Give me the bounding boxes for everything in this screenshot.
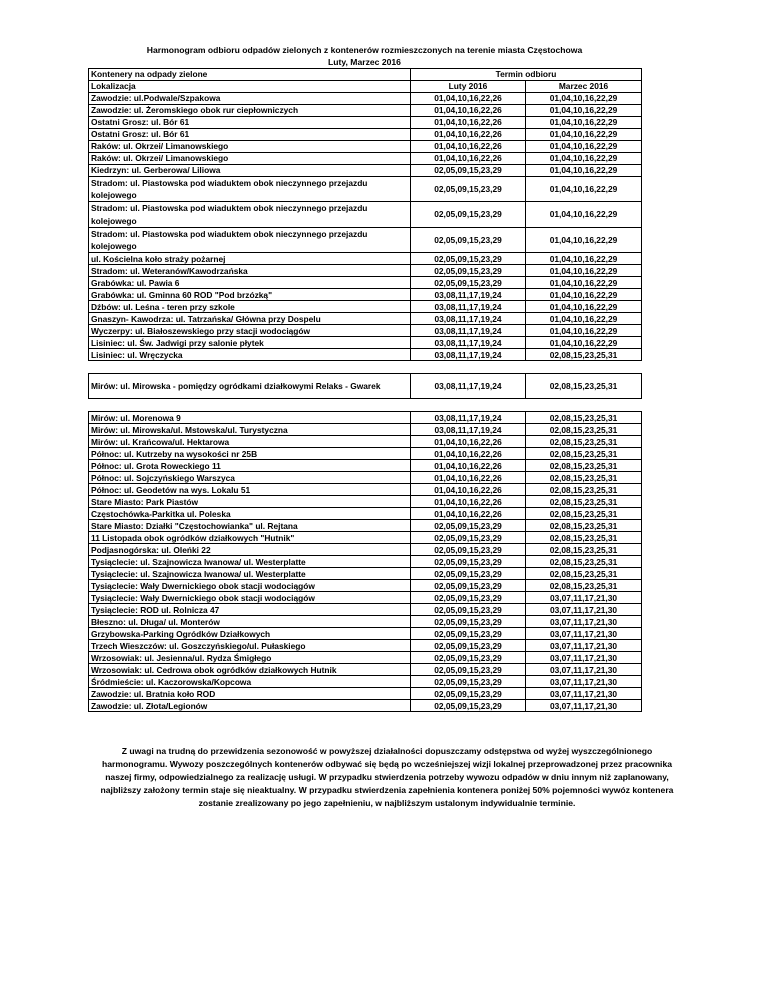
table-row: [89, 532, 642, 544]
feb-dates-cell: 02,05,09,15,23,29: [411, 544, 526, 556]
mar-dates-cell: 01,04,10,16,22,29: [526, 337, 642, 349]
table-row: [89, 592, 642, 604]
header-month-mar: Marzec 2016: [526, 81, 642, 93]
feb-dates-cell: 02,05,09,15,23,29: [411, 604, 526, 616]
spacer-row: [89, 361, 642, 374]
schedule-document: [88, 44, 641, 712]
table-row: [89, 448, 642, 460]
table-row: [89, 580, 642, 592]
mar-dates-cell: 02,08,15,23,25,31: [526, 520, 642, 532]
table-row: [89, 313, 642, 325]
location-cell: Tysiąclecie: ROD ul. Rolnicza 47: [89, 604, 411, 616]
table-row: [89, 325, 642, 337]
feb-dates-cell: 03,08,11,17,19,24: [411, 424, 526, 436]
location-cell: Trzech Wieszczów: ul. Goszczyńskiego/ul. Pułaskiego: [89, 640, 411, 652]
table-row: [89, 141, 642, 153]
location-cell: Północ: ul. Grota Roweckiego 11: [89, 460, 411, 472]
table-row: [89, 93, 642, 105]
location-cell: Ostatni Grosz: ul. Bór 61: [89, 129, 411, 141]
table-row: [89, 117, 642, 129]
feb-dates-cell: 01,04,10,16,22,26: [411, 460, 526, 472]
mar-dates-cell: 01,04,10,16,22,29: [526, 153, 642, 165]
table-row: [89, 700, 642, 712]
table-row: [89, 202, 642, 227]
mar-dates-cell: 01,04,10,16,22,29: [526, 265, 642, 277]
mar-dates-cell: 02,08,15,23,25,31: [526, 472, 642, 484]
table-row: [89, 227, 642, 252]
feb-dates-cell: 02,05,09,15,23,29: [411, 640, 526, 652]
table-row: [89, 165, 642, 177]
location-cell: Grzybowska-Parking Ogródków Działkowych: [89, 628, 411, 640]
feb-dates-cell: 02,05,09,15,23,29: [411, 202, 526, 227]
feb-dates-cell: 02,05,09,15,23,29: [411, 265, 526, 277]
feb-dates-cell: 01,04,10,16,22,26: [411, 117, 526, 129]
location-cell: Stare Miasto: Park Piastów: [89, 496, 411, 508]
table-row: [89, 556, 642, 568]
feb-dates-cell: 03,08,11,17,19,24: [411, 325, 526, 337]
mar-dates-cell: 01,04,10,16,22,29: [526, 117, 642, 129]
mar-dates-cell: 01,04,10,16,22,29: [526, 93, 642, 105]
mar-dates-cell: 03,07,11,17,21,30: [526, 664, 642, 676]
feb-dates-cell: 02,05,09,15,23,29: [411, 592, 526, 604]
mar-dates-cell: 02,08,15,23,25,31: [526, 532, 642, 544]
table-row: [89, 628, 642, 640]
table-row: [89, 349, 642, 361]
feb-dates-cell: 03,08,11,17,19,24: [411, 337, 526, 349]
table-row: [89, 568, 642, 580]
location-cell: Dźbów: ul. Leśna - teren przy szkole: [89, 301, 411, 313]
document-title: Harmonogram odbioru odpadów zielonych z kontenerów rozmieszczonych na terenie miasta Częstochowa: [146, 45, 583, 55]
feb-dates-cell: 01,04,10,16,22,26: [411, 93, 526, 105]
location-cell: Podjasnogórska: ul. Oleńki 22: [89, 544, 411, 556]
feb-dates-cell: 02,05,09,15,23,29: [411, 688, 526, 700]
mar-dates-cell: 03,07,11,17,21,30: [526, 700, 642, 712]
table-row: [89, 337, 642, 349]
mar-dates-cell: 01,04,10,16,22,29: [526, 165, 642, 177]
location-cell: Tysiąclecie: ul. Szajnowicza Iwanowa/ ul. Westerplatte: [89, 556, 411, 568]
mar-dates-cell: 02,08,15,23,25,31: [526, 436, 642, 448]
location-cell: Błeszno: ul. Długa/ ul. Monterów: [89, 616, 411, 628]
table-row: [89, 277, 642, 289]
document-subtitle: Luty, Marzec 2016: [328, 57, 401, 67]
table-row: [89, 508, 642, 520]
table-row: [89, 412, 642, 424]
mar-dates-cell: 01,04,10,16,22,29: [526, 129, 642, 141]
header-location: Lokalizacja: [89, 81, 411, 93]
header-row-1: [89, 69, 642, 81]
mar-dates-cell: 02,08,15,23,25,31: [526, 374, 642, 399]
table-row: [89, 676, 642, 688]
table-row: [89, 289, 642, 301]
location-cell: Raków: ul. Okrzei/ Limanowskiego: [89, 153, 411, 165]
mar-dates-cell: 01,04,10,16,22,29: [526, 227, 642, 252]
mar-dates-cell: 02,08,15,23,25,31: [526, 544, 642, 556]
mar-dates-cell: 03,07,11,17,21,30: [526, 640, 642, 652]
location-cell: Stradom: ul. Piastowska pod wiaduktem obok nieczynnego przejazdu kolejowego: [89, 227, 411, 252]
feb-dates-cell: 02,05,09,15,23,29: [411, 580, 526, 592]
mar-dates-cell: 01,04,10,16,22,29: [526, 289, 642, 301]
mar-dates-cell: 02,08,15,23,25,31: [526, 349, 642, 361]
spacer-cell: [89, 361, 642, 374]
location-cell: Kiedrzyn: ul. Gerberowa/ Liliowa: [89, 165, 411, 177]
location-cell: Zawodzie: ul.Podwale/Szpakowa: [89, 93, 411, 105]
feb-dates-cell: 01,04,10,16,22,26: [411, 153, 526, 165]
table-row: [89, 496, 642, 508]
location-cell: Północ: ul. Kutrzeby na wysokości nr 25B: [89, 448, 411, 460]
location-cell: Tysiąclecie: ul. Szajnowicza Iwanowa/ ul. Westerplatte: [89, 568, 411, 580]
feb-dates-cell: 02,05,09,15,23,29: [411, 568, 526, 580]
feb-dates-cell: 03,08,11,17,19,24: [411, 412, 526, 424]
feb-dates-cell: 02,05,09,15,23,29: [411, 165, 526, 177]
feb-dates-cell: 03,08,11,17,19,24: [411, 374, 526, 399]
feb-dates-cell: 02,05,09,15,23,29: [411, 700, 526, 712]
mar-dates-cell: 01,04,10,16,22,29: [526, 202, 642, 227]
location-cell: Raków: ul. Okrzei/ Limanowskiego: [89, 141, 411, 153]
location-cell: Wyczerpy: ul. Białoszewskiego przy stacji wodociągów: [89, 325, 411, 337]
location-cell: Częstochówka-Parkitka ul. Poleska: [89, 508, 411, 520]
location-cell: Śródmieście: ul. Kaczorowska/Kopcowa: [89, 676, 411, 688]
mar-dates-cell: 02,08,15,23,25,31: [526, 580, 642, 592]
feb-dates-cell: 01,04,10,16,22,26: [411, 436, 526, 448]
mar-dates-cell: 01,04,10,16,22,29: [526, 105, 642, 117]
table-row: [89, 652, 642, 664]
feb-dates-cell: 02,05,09,15,23,29: [411, 628, 526, 640]
location-cell: Ostatni Grosz: ul. Bór 61: [89, 117, 411, 129]
location-cell: Zawodzie: ul. Bratnia koło ROD: [89, 688, 411, 700]
table-row: [89, 484, 642, 496]
feb-dates-cell: 02,05,09,15,23,29: [411, 616, 526, 628]
mar-dates-cell: 03,07,11,17,21,30: [526, 652, 642, 664]
mar-dates-cell: 02,08,15,23,25,31: [526, 484, 642, 496]
location-cell: Stare Miasto: Działki "Częstochowianka" ul. Rejtana: [89, 520, 411, 532]
feb-dates-cell: 02,05,09,15,23,29: [411, 664, 526, 676]
feb-dates-cell: 01,04,10,16,22,26: [411, 129, 526, 141]
table-row: [89, 265, 642, 277]
feb-dates-cell: 03,08,11,17,19,24: [411, 349, 526, 361]
table-row: [89, 177, 642, 202]
mar-dates-cell: 02,08,15,23,25,31: [526, 496, 642, 508]
location-cell: Północ: ul. Sojczyńskiego Warszyca: [89, 472, 411, 484]
location-cell: Gnaszyn- Kawodrza: ul. Tatrzańska/ Główna przy Dospelu: [89, 313, 411, 325]
table-row: [89, 688, 642, 700]
location-cell: Stradom: ul. Piastowska pod wiaduktem obok nieczynnego przejazdu kolejowego: [89, 202, 411, 227]
table-row: [89, 640, 642, 652]
feb-dates-cell: 02,05,09,15,23,29: [411, 652, 526, 664]
mar-dates-cell: 01,04,10,16,22,29: [526, 325, 642, 337]
feb-dates-cell: 02,05,09,15,23,29: [411, 520, 526, 532]
mar-dates-cell: 01,04,10,16,22,29: [526, 313, 642, 325]
mar-dates-cell: 03,07,11,17,21,30: [526, 628, 642, 640]
mar-dates-cell: 02,08,15,23,25,31: [526, 568, 642, 580]
feb-dates-cell: 02,05,09,15,23,29: [411, 676, 526, 688]
mar-dates-cell: 01,04,10,16,22,29: [526, 141, 642, 153]
feb-dates-cell: 01,04,10,16,22,26: [411, 141, 526, 153]
mar-dates-cell: 03,07,11,17,21,30: [526, 604, 642, 616]
feb-dates-cell: 01,04,10,16,22,26: [411, 448, 526, 460]
feb-dates-cell: 02,05,09,15,23,29: [411, 177, 526, 202]
table-row: [89, 424, 642, 436]
location-cell: Stradom: ul. Piastowska pod wiaduktem obok nieczynnego przejazdu kolejowego: [89, 177, 411, 202]
mar-dates-cell: 01,04,10,16,22,29: [526, 301, 642, 313]
location-cell: Grabówka: ul. Pawia 6: [89, 277, 411, 289]
mar-dates-cell: 02,08,15,23,25,31: [526, 556, 642, 568]
location-cell: Tysiąclecie: Wały Dwernickiego obok stacji wodociągów: [89, 592, 411, 604]
feb-dates-cell: 01,04,10,16,22,26: [411, 496, 526, 508]
mar-dates-cell: 02,08,15,23,25,31: [526, 448, 642, 460]
table-row: [89, 436, 642, 448]
feb-dates-cell: 02,05,09,15,23,29: [411, 253, 526, 265]
table-row: [89, 253, 642, 265]
table-row: [89, 129, 642, 141]
table-row: [89, 153, 642, 165]
location-cell: Mirów: ul. Mirowska/ul. Mstowska/ul. Turystyczna: [89, 424, 411, 436]
location-cell: Północ: ul. Geodetów na wys. Lokalu 51: [89, 484, 411, 496]
location-cell: Mirów: ul. Krańcowa/ul. Hektarowa: [89, 436, 411, 448]
location-cell: Wrzosowiak: ul. Cedrowa obok ogródków działkowych Hutnik: [89, 664, 411, 676]
feb-dates-cell: 03,08,11,17,19,24: [411, 301, 526, 313]
mar-dates-cell: 01,04,10,16,22,29: [526, 177, 642, 202]
table-row: [89, 460, 642, 472]
feb-dates-cell: 02,05,09,15,23,29: [411, 532, 526, 544]
location-cell: Stradom: ul. Weteranów/Kawodrzańska: [89, 265, 411, 277]
location-cell: ul. Kościelna koło straży pożarnej: [89, 253, 411, 265]
table-row: [89, 374, 642, 399]
header-month-feb: Luty 2016: [411, 81, 526, 93]
spacer-cell: [89, 399, 642, 412]
table-row: [89, 616, 642, 628]
feb-dates-cell: 01,04,10,16,22,26: [411, 508, 526, 520]
location-cell: Tysiąclecie: Wały Dwernickiego obok stacji wodociągów: [89, 580, 411, 592]
feb-dates-cell: 02,05,09,15,23,29: [411, 227, 526, 252]
feb-dates-cell: 03,08,11,17,19,24: [411, 289, 526, 301]
mar-dates-cell: 02,08,15,23,25,31: [526, 508, 642, 520]
header-containers: Kontenery na odpady zielone: [89, 69, 411, 81]
table-row: [89, 520, 642, 532]
mar-dates-cell: 01,04,10,16,22,29: [526, 253, 642, 265]
location-cell: Mirów: ul. Morenowa 9: [89, 412, 411, 424]
schedule-table: [88, 68, 642, 712]
table-row: [89, 664, 642, 676]
mar-dates-cell: 03,07,11,17,21,30: [526, 688, 642, 700]
footnote: Z uwagi na trudną do przewidzenia sezonowość w powyższej działalności dopuszczamy odstępstwa od wyżej wyszczególnionego harmonogramu. Wywozy poszczególnych kontenerów odbywać się będą po wcześniejszej wizji lokalnej przeprowadzonej przez pracownika naszej firmy, odpowiedzialnego za realizację usługi. W przypadku stwierdzenia potrzeby wywozu odpadów w dniu innym niż zaplanowany, najbliższy założony termin staje się nieaktualny. W przypadku stwierdzenia zapełnienia kontenera poniżej 50% pojemności wywóz kontenera zostanie zrealizowany po jego zapełnieniu, w najbliższym ustalonym indywidualnie terminie.: [100, 746, 674, 808]
feb-dates-cell: 01,04,10,16,22,26: [411, 105, 526, 117]
spacer-row: [89, 399, 642, 412]
table-row: [89, 544, 642, 556]
mar-dates-cell: 01,04,10,16,22,29: [526, 277, 642, 289]
location-cell: Grabówka: ul. Gminna 60 ROD "Pod brzózką": [89, 289, 411, 301]
feb-dates-cell: 02,05,09,15,23,29: [411, 277, 526, 289]
location-cell: Lisiniec: ul. Wręczycka: [89, 349, 411, 361]
feb-dates-cell: 03,08,11,17,19,24: [411, 313, 526, 325]
location-cell: Zawodzie: ul. Żeromskiego obok rur ciepłowniczych: [89, 105, 411, 117]
location-cell: 11 Listopada obok ogródków działkowych "Hutnik": [89, 532, 411, 544]
mar-dates-cell: 02,08,15,23,25,31: [526, 424, 642, 436]
header-row-2: [89, 81, 642, 93]
feb-dates-cell: 01,04,10,16,22,26: [411, 472, 526, 484]
mar-dates-cell: 02,08,15,23,25,31: [526, 460, 642, 472]
mar-dates-cell: 03,07,11,17,21,30: [526, 676, 642, 688]
table-row: [89, 472, 642, 484]
table-row: [89, 604, 642, 616]
mar-dates-cell: 03,07,11,17,21,30: [526, 592, 642, 604]
table-row: [89, 301, 642, 313]
table-row: [89, 105, 642, 117]
location-cell: Lisiniec: ul. Św. Jadwigi przy salonie płytek: [89, 337, 411, 349]
mar-dates-cell: 03,07,11,17,21,30: [526, 616, 642, 628]
location-cell: Zawodzie: ul. Złota/Legionów: [89, 700, 411, 712]
feb-dates-cell: 02,05,09,15,23,29: [411, 556, 526, 568]
mar-dates-cell: 02,08,15,23,25,31: [526, 412, 642, 424]
header-termin: Termin odbioru: [411, 69, 642, 81]
location-cell: Mirów: ul. Mirowska - pomiędzy ogródkami działkowymi Relaks - Gwarek: [89, 374, 411, 399]
location-cell: Wrzosowiak: ul. Jesienna/ul. Rydza Śmigłego: [89, 652, 411, 664]
feb-dates-cell: 01,04,10,16,22,26: [411, 484, 526, 496]
